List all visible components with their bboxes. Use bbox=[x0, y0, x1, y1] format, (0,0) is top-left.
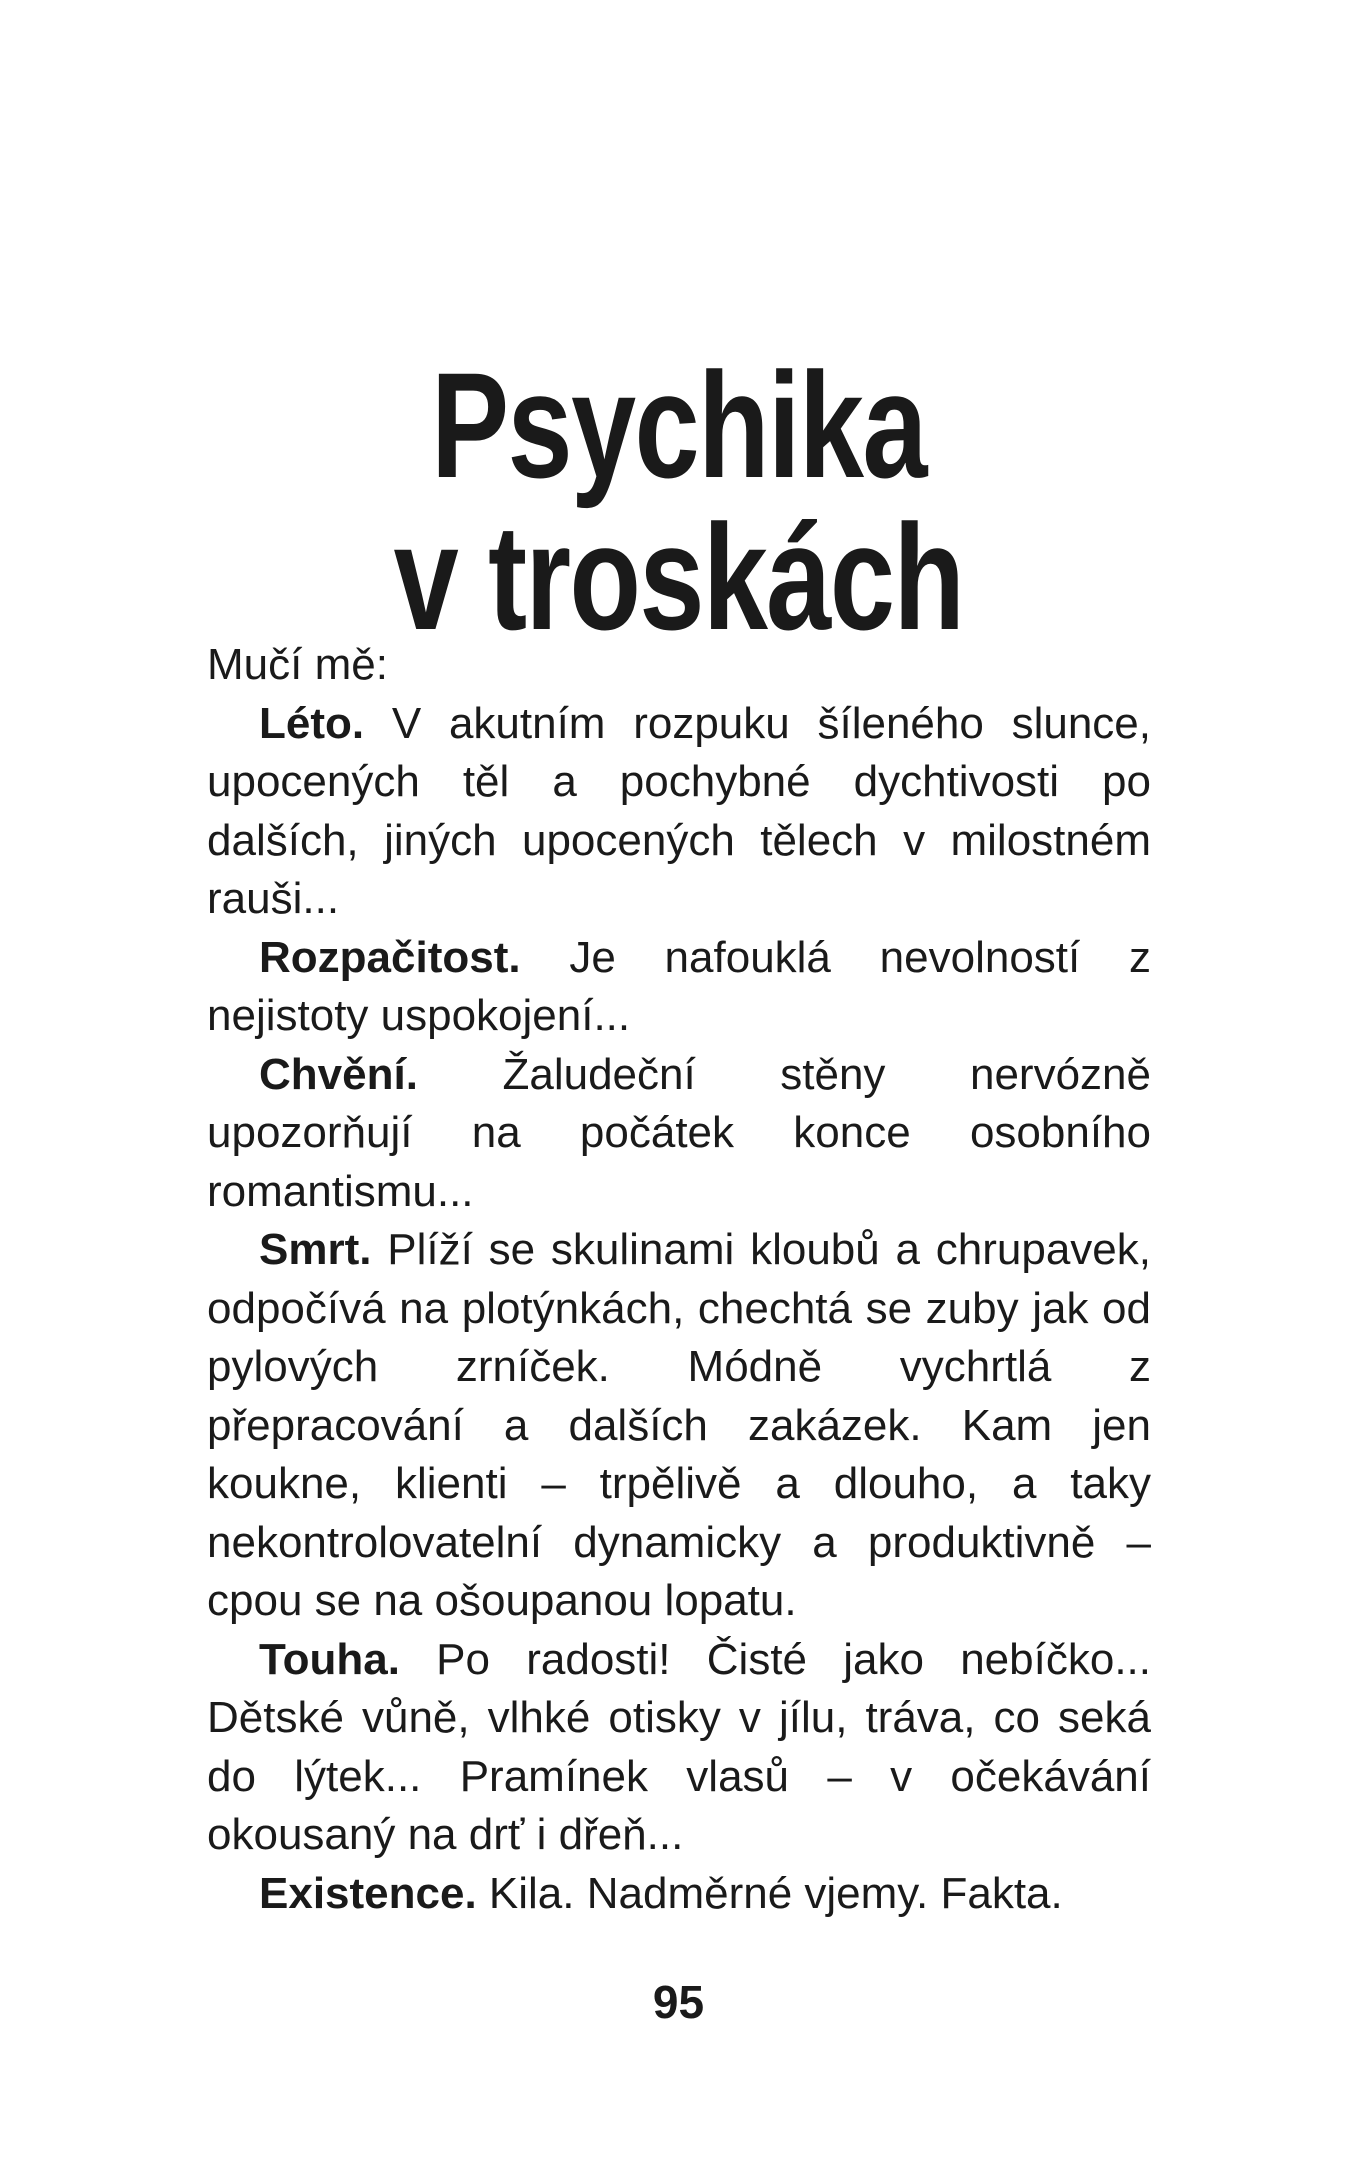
term-touha: Touha. bbox=[259, 1634, 400, 1684]
page-title-line-2: v troskách bbox=[393, 492, 964, 661]
paragraph-text-existence: Kila. Nadměrné vjemy. Fakta. bbox=[476, 1868, 1063, 1918]
paragraph-chveni bbox=[207, 1046, 1151, 1222]
paragraph-touha bbox=[207, 1631, 1151, 1865]
term-rozpacitost: Rozpačitost. bbox=[259, 932, 521, 982]
paragraph-text-touha: Po radosti! Čisté jako nebíčko... Dětské vůně, vlhké otisky v jílu, tráva, co seká do lýtek... Pramínek vlasů – v očekávání okousaný na drť i dřeň... bbox=[207, 1634, 1151, 1859]
page-number: 95 bbox=[652, 1976, 705, 2028]
paragraph-leto bbox=[207, 695, 1151, 929]
page-title bbox=[149, 340, 1207, 661]
paragraph-text-leto: V akutním rozpuku šíleného slunce, upocených těl a pochybné dychtivosti po dalších, jiných upocených tělech v milostném rauši... bbox=[207, 698, 1151, 923]
paragraph-text-smrt: Plíží se skulinami kloubů a chrupavek, odpočívá na plotýnkách, chechtá se zuby jak od pylových zrníček. Módně vychrtlá z přepracování a dalších zakázek. Kam jen koukne, klienti – trpělivě a dlouho, a taky nekontrolovatelní dynamicky a produktivně – cpou se na ošoupanou lopatu. bbox=[207, 1225, 1151, 1625]
paragraph-rozpacitost bbox=[207, 929, 1151, 1046]
term-smrt: Smrt. bbox=[259, 1225, 372, 1274]
paragraph-smrt bbox=[207, 1221, 1151, 1631]
paragraph-existence bbox=[207, 1865, 1151, 1924]
paragraph-text-rozpacitost: Je nafouklá nevolností z nejistoty uspokojení... bbox=[207, 932, 1151, 1040]
page-title-line-1: Psychika bbox=[431, 340, 926, 509]
paragraph-text-chveni: Žaludeční stěny nervózně upozorňují na počátek konce osobního romantismu... bbox=[207, 1049, 1151, 1216]
term-chveni: Chvění. bbox=[259, 1049, 418, 1099]
term-existence: Existence. bbox=[259, 1868, 477, 1918]
intro-line: Mučí mě: bbox=[207, 640, 388, 689]
body-text bbox=[207, 636, 1151, 1923]
term-leto: Léto. bbox=[259, 698, 365, 748]
